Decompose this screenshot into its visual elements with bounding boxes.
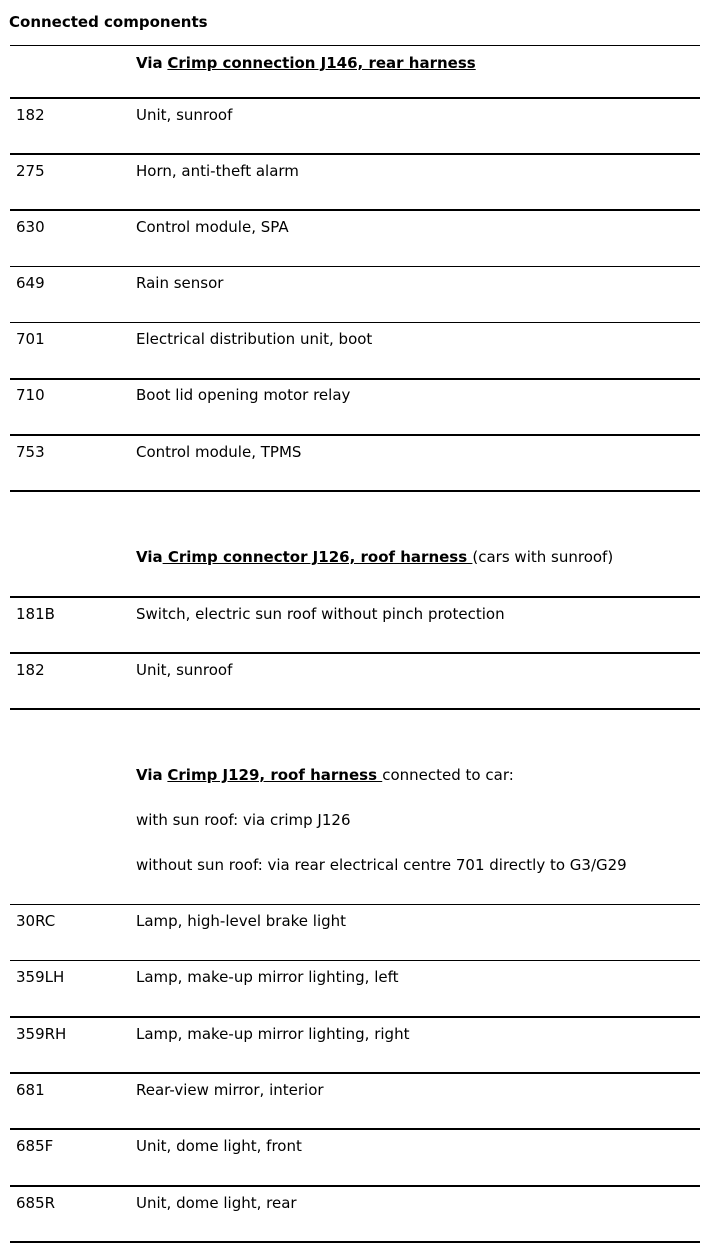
group2-via-link[interactable]: Crimp connector J126, roof harness: [162, 548, 473, 566]
row-desc: Rear-view mirror, interior: [136, 1081, 324, 1099]
row-desc: Unit, sunroof: [136, 661, 233, 679]
group3-note-sunroof: with sun roof: via crimp J126: [136, 811, 351, 829]
divider: [10, 322, 700, 323]
row-desc: Unit, dome light, front: [136, 1137, 302, 1155]
row-desc: Lamp, high-level brake light: [136, 912, 347, 930]
divider: [10, 596, 700, 598]
row-code: 649: [16, 274, 45, 292]
row-code: 181B: [16, 605, 55, 623]
divider: [10, 490, 700, 492]
divider: [10, 1185, 700, 1187]
row-code: 753: [16, 443, 45, 461]
row-code: 182: [16, 106, 45, 124]
row-code: 685R: [16, 1194, 56, 1212]
group3-via-prefix: Via: [136, 766, 163, 784]
group1-via-prefix: Via: [136, 54, 163, 72]
divider: [10, 652, 700, 654]
divider: [10, 708, 700, 710]
group2-via-suffix: (cars with sunroof): [472, 548, 614, 566]
divider: [10, 209, 700, 211]
page-title: Connected components: [9, 13, 208, 31]
row-desc: Control module, SPA: [136, 218, 289, 236]
row-desc: Unit, sunroof: [136, 106, 233, 124]
row-code: 710: [16, 386, 45, 404]
row-desc: Horn, anti-theft alarm: [136, 162, 299, 180]
row-code: 630: [16, 218, 45, 236]
divider: [10, 1128, 700, 1130]
row-desc: Switch, electric sun roof without pinch protection: [136, 605, 505, 623]
row-code: 359LH: [16, 968, 65, 986]
row-desc: Control module, TPMS: [136, 443, 302, 461]
divider: [10, 1016, 700, 1018]
divider: [10, 960, 700, 961]
row-code: 30RC: [16, 912, 56, 930]
divider: [10, 904, 700, 905]
divider: [10, 1072, 700, 1074]
divider: [10, 1241, 700, 1243]
row-code: 182: [16, 661, 45, 679]
row-code: 685F: [16, 1137, 54, 1155]
row-desc: Lamp, make-up mirror lighting, right: [136, 1025, 410, 1043]
divider: [10, 378, 700, 380]
row-code: 681: [16, 1081, 45, 1099]
group3-via-suffix: connected to car:: [382, 766, 514, 784]
row-code: 701: [16, 330, 45, 348]
group1-via-link[interactable]: Crimp connection J146, rear harness: [167, 54, 476, 72]
divider: [10, 45, 700, 46]
row-desc: Rain sensor: [136, 274, 224, 292]
divider: [10, 434, 700, 436]
row-code: 275: [16, 162, 45, 180]
group3-via-link[interactable]: Crimp J129, roof harness: [167, 766, 383, 784]
row-desc: Unit, dome light, rear: [136, 1194, 297, 1212]
group3-via-heading: [136, 765, 514, 785]
group3-note-no-sunroof: without sun roof: via rear electrical centre 701 directly to G3/G29: [136, 856, 627, 874]
row-desc: Lamp, make-up mirror lighting, left: [136, 968, 399, 986]
divider: [10, 153, 700, 155]
divider: [10, 266, 700, 267]
row-desc: Electrical distribution unit, boot: [136, 330, 373, 348]
row-code: 359RH: [16, 1025, 67, 1043]
divider: [10, 97, 700, 99]
group1-via-heading: [136, 53, 476, 73]
row-desc: Boot lid opening motor relay: [136, 386, 351, 404]
group2-via-prefix: Via: [136, 548, 163, 566]
group2-via-heading: [136, 547, 613, 567]
